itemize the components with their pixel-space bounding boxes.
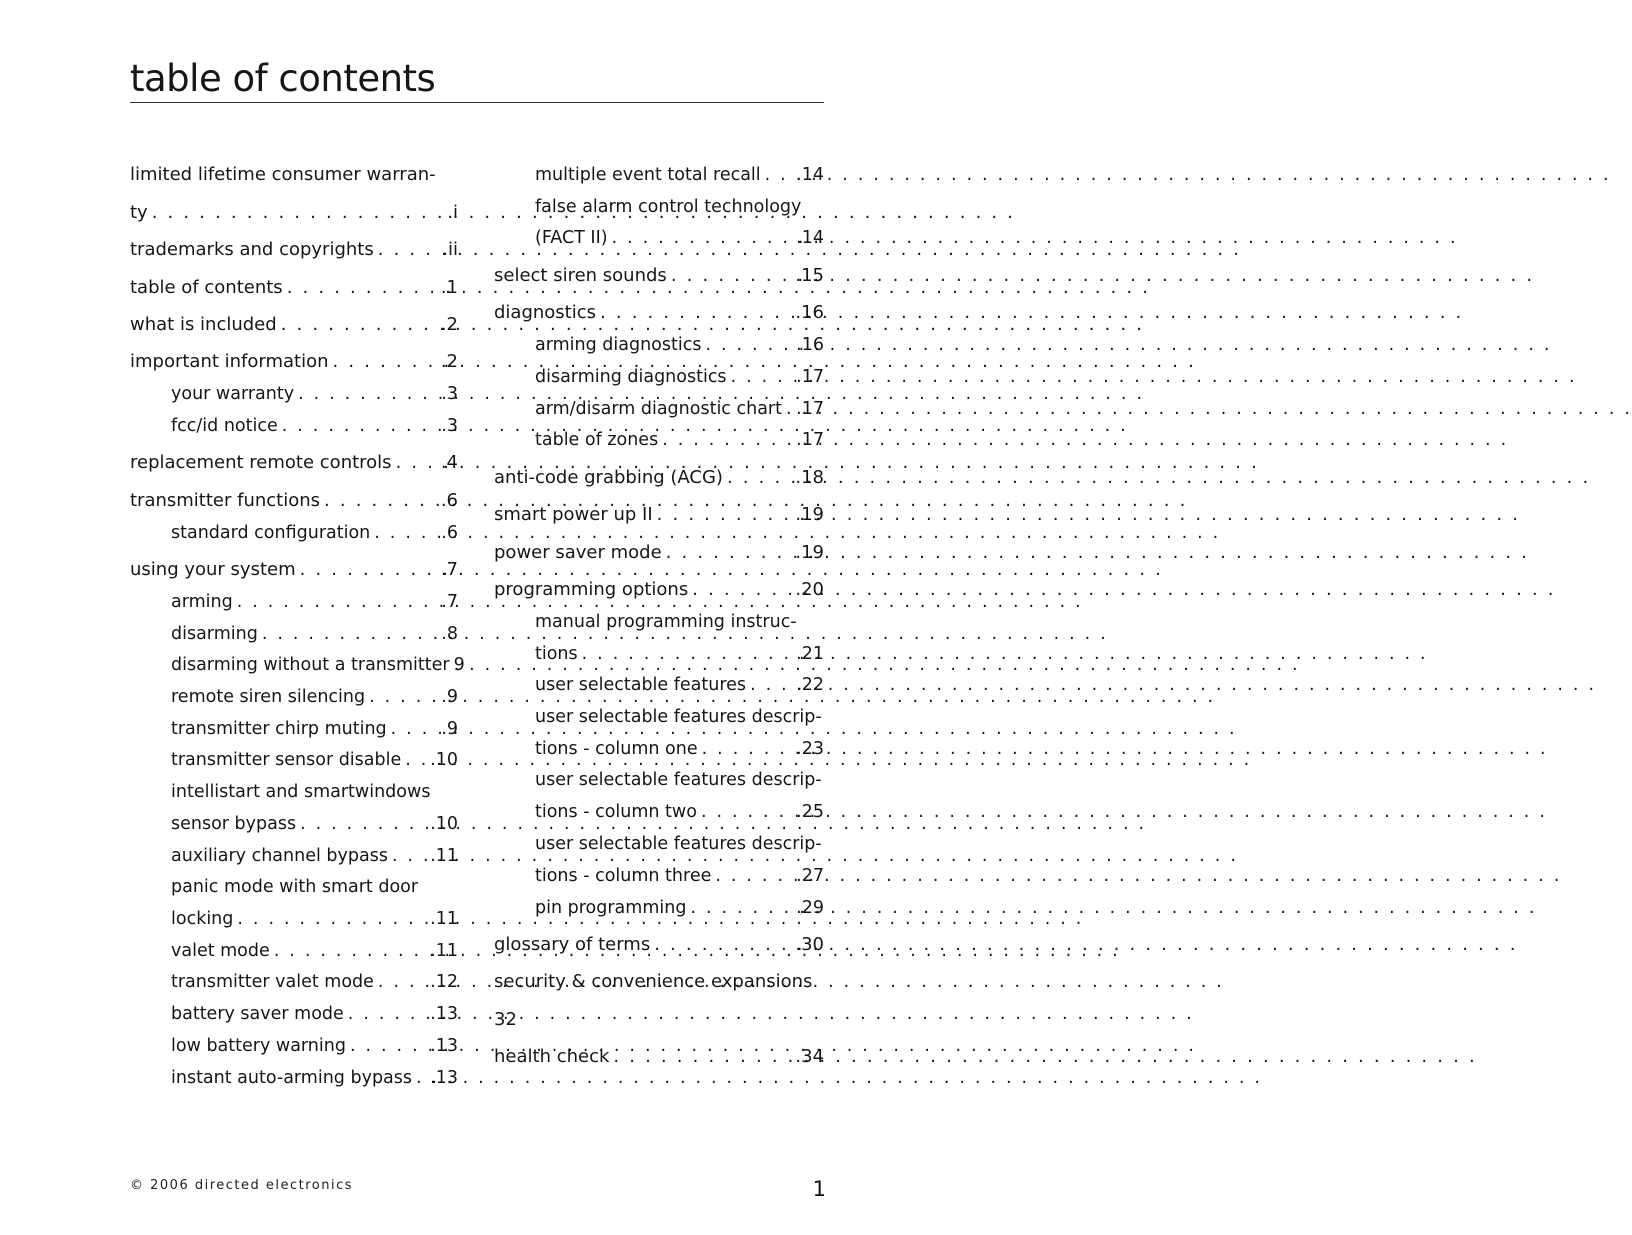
toc-entry-page: .14: [796, 165, 824, 185]
dot-leader: [723, 460, 795, 496]
dot-leader: [658, 422, 796, 458]
toc-entry[interactable]: [494, 604, 824, 640]
toc-entry[interactable]: [494, 422, 824, 458]
toc-entry-page: .16: [795, 302, 824, 323]
toc-entry[interactable]: [130, 270, 458, 306]
toc-entry-title: transmitter chirp muting: [171, 719, 387, 739]
toc-entry-title: arming: [171, 592, 233, 612]
toc-entry-page: .17: [796, 430, 824, 450]
toc-entry-page: .3: [441, 416, 458, 436]
toc-entry-page: .6: [440, 490, 458, 511]
toc-entry[interactable]: [494, 258, 824, 294]
toc-entry-title: user selectable features descrip-: [535, 770, 822, 790]
toc-entry-title: 32: [494, 1009, 517, 1030]
toc-entry-title: locking: [171, 909, 234, 929]
dot-leader: [686, 890, 796, 926]
toc-entry-title: tions - column three: [535, 866, 712, 886]
toc-entry-page: .27: [796, 866, 824, 886]
toc-entry-title: transmitter functions: [130, 490, 321, 511]
toc-entry-title: (FACT II): [535, 228, 608, 248]
toc-entry-page: .8: [441, 624, 458, 644]
toc-entry-page: .7: [441, 592, 458, 612]
toc-entry-title: power saver mode: [494, 542, 662, 563]
toc-entry-title: replacement remote controls: [130, 452, 392, 473]
dot-leader: [746, 667, 796, 703]
toc-entry-title: sensor bypass: [171, 814, 297, 834]
toc-entry[interactable]: [130, 869, 458, 905]
toc-entry-title: standard configuration: [171, 523, 371, 543]
dot-leader: [277, 307, 441, 343]
toc-entry-page: .13: [430, 1068, 458, 1088]
toc-entry-page: .15: [795, 265, 824, 286]
toc-entry-title: using your system: [130, 559, 296, 580]
toc-entry-title: multiple event total recall: [535, 165, 761, 185]
toc-entry-title: what is included: [130, 314, 277, 335]
toc-entry-title: user selectable features descrip-: [535, 707, 822, 727]
toc-entry-page: .22: [796, 675, 824, 695]
toc-entry-title: trademarks and copyrights: [130, 239, 374, 260]
dot-leader: [365, 679, 441, 715]
toc-entry[interactable]: [494, 667, 824, 703]
dot-leader: [412, 1060, 430, 1096]
toc-entry[interactable]: [494, 157, 824, 193]
toc-entry[interactable]: [494, 535, 824, 571]
toc-entry[interactable]: [494, 890, 824, 926]
toc-entry-page: .4: [440, 452, 458, 473]
toc-entry-title: select siren sounds: [494, 265, 667, 286]
toc-entry-title: disarming without a transmitter: [171, 655, 450, 675]
toc-entry-page: .16: [796, 335, 824, 355]
toc-entry[interactable]: [130, 408, 458, 444]
dot-leader: [761, 157, 797, 193]
toc-entry-title: glossary of terms: [494, 934, 651, 955]
toc-entry-title: instant auto-arming bypass: [171, 1068, 413, 1088]
toc-entry-title: programming options: [494, 579, 689, 600]
dot-leader: [711, 858, 796, 894]
dot-leader: [701, 327, 796, 363]
toc-entry-page: .13: [430, 1036, 458, 1056]
toc-entry[interactable]: [130, 515, 458, 551]
toc-entry[interactable]: [494, 964, 824, 1000]
toc-entry[interactable]: [494, 826, 824, 862]
footer-copyright: © 2006 directed electronics: [130, 1178, 354, 1193]
dot-leader: [278, 408, 442, 444]
toc-entry[interactable]: [130, 742, 458, 778]
toc-entry-title: manual programming instruc-: [535, 612, 797, 632]
title-rule: [130, 102, 824, 103]
toc-entry-title: smart power up II: [494, 504, 653, 525]
toc-entry-page: .30: [795, 934, 824, 955]
dot-leader: [233, 584, 442, 620]
toc-entry[interactable]: [130, 445, 458, 481]
toc-entry-page: .19: [795, 542, 824, 563]
toc-entry-title: remote siren silencing: [171, 687, 366, 707]
toc-entry[interactable]: [130, 344, 458, 380]
toc-entry-title: health check: [494, 1046, 610, 1067]
toc-entry-page: .17: [796, 367, 824, 387]
toc-entry-page: .6: [441, 523, 458, 543]
toc-entry[interactable]: [494, 1002, 824, 1038]
dot-leader: [688, 572, 795, 608]
dot-leader: [667, 258, 796, 294]
toc-entry-page: .12: [430, 972, 458, 992]
toc-entry-page: .25: [796, 802, 824, 822]
toc-entry[interactable]: [130, 1028, 458, 1064]
toc-entry-title: tions - column two: [535, 802, 697, 822]
toc-entry[interactable]: [130, 679, 458, 715]
page-title: table of contents: [130, 57, 436, 100]
dot-leader: [653, 497, 796, 533]
footer-page-number: 1: [812, 1177, 826, 1201]
toc-entry-title: disarming diagnostics: [535, 367, 727, 387]
toc-entry[interactable]: [494, 794, 824, 830]
toc-entry-title: intellistart and smartwindows: [171, 782, 431, 802]
dot-leader: [374, 232, 443, 268]
toc-entry[interactable]: [130, 307, 458, 343]
dot-leader: [346, 1028, 430, 1064]
toc-entry-page: .18: [795, 467, 824, 488]
toc-entry-page: .17: [796, 399, 824, 419]
dot-leader: [662, 535, 796, 571]
toc-entry-title: ty: [130, 202, 148, 223]
dot-leader: [344, 996, 430, 1032]
toc-entry-title: low battery warning: [171, 1036, 346, 1056]
toc-entry-title: diagnostics: [494, 302, 597, 323]
toc-entry[interactable]: [494, 858, 824, 894]
toc-entry-title: user selectable features descrip-: [535, 834, 822, 854]
toc-entry-page: .10: [430, 814, 458, 834]
toc-entry-title: table of zones: [535, 430, 659, 450]
dot-leader: [233, 901, 430, 937]
toc-entry-title: false alarm control technology: [535, 197, 802, 217]
page-heading: [130, 57, 824, 103]
toc-entry-page: .23: [796, 739, 824, 759]
toc-entry[interactable]: [494, 327, 824, 363]
toc-entry-title: tions: [535, 644, 578, 664]
toc-entry-page: .13: [430, 1004, 458, 1024]
toc-entry[interactable]: [130, 806, 458, 842]
toc-entry[interactable]: [130, 774, 458, 810]
dot-leader: [374, 964, 430, 1000]
dot-leader: [608, 220, 797, 256]
toc-entry-title: auxiliary channel bypass: [171, 846, 388, 866]
toc-entry[interactable]: [130, 901, 458, 937]
toc-entry[interactable]: [130, 483, 458, 519]
toc-entry-page: .2: [440, 314, 458, 335]
toc-entry-title: disarming: [171, 624, 258, 644]
toc-entry-title: your warranty: [171, 384, 295, 404]
dot-leader: [296, 552, 441, 588]
toc-entry-page: .ii: [442, 239, 458, 260]
dot-leader: [283, 270, 441, 306]
toc-entry[interactable]: [130, 1060, 458, 1096]
toc-entry[interactable]: [130, 376, 458, 412]
toc-entry-title: table of contents: [130, 277, 283, 298]
dot-leader: [401, 742, 430, 778]
toc-entry-title: security & convenience expansions: [494, 971, 813, 992]
toc-entry-page: .19: [795, 504, 824, 525]
dot-leader: [392, 445, 441, 481]
toc-entry[interactable]: [130, 964, 458, 1000]
toc-entry-page: .34: [795, 1046, 824, 1067]
dot-leader: [650, 927, 795, 963]
toc-entry[interactable]: [494, 762, 824, 798]
toc-entry[interactable]: [494, 220, 824, 256]
toc-entry[interactable]: [130, 195, 458, 231]
toc-entry-page: .11: [430, 846, 458, 866]
toc-entry[interactable]: [494, 497, 824, 533]
toc-entry-title: important information: [130, 351, 329, 372]
toc-entry-page: .7: [440, 559, 458, 580]
toc-entry-page: .2: [440, 351, 458, 372]
toc-entry-title: transmitter valet mode: [171, 972, 374, 992]
toc-entry-page: .11: [430, 909, 458, 929]
dot-leader: [148, 195, 448, 231]
toc-entry-title: limited lifetime consumer warran-: [130, 164, 436, 185]
toc-entry-page: .3: [441, 384, 458, 404]
dot-leader: [320, 483, 441, 519]
toc-entry-title: arming diagnostics: [535, 335, 702, 355]
toc-entry[interactable]: [130, 232, 458, 268]
toc-entry-page: .20: [795, 579, 824, 600]
toc-entry[interactable]: [130, 552, 458, 588]
toc-entry[interactable]: [494, 359, 824, 395]
toc-entry[interactable]: [494, 1039, 824, 1075]
dot-leader: [296, 806, 430, 842]
toc-entry-page: .10: [430, 750, 458, 770]
toc-entry[interactable]: [494, 295, 824, 331]
toc-entry-title: pin programming: [535, 898, 687, 918]
toc-entry-title: battery saver mode: [171, 1004, 344, 1024]
toc-entry-title: transmitter sensor disable: [171, 750, 402, 770]
toc-entry-page: .i: [447, 202, 458, 223]
toc-entry-page: .11: [430, 941, 458, 961]
toc-entry[interactable]: [494, 572, 824, 608]
toc-entry-title: arm/disarm diagnostic chart: [535, 399, 782, 419]
toc-entry[interactable]: [494, 460, 824, 496]
toc-entry-page: .29: [796, 898, 824, 918]
dot-leader: [609, 1039, 795, 1075]
toc-entry[interactable]: [494, 699, 824, 735]
dot-leader: [329, 344, 441, 380]
toc-entry-title: anti-code grabbing (ACG): [494, 467, 723, 488]
toc-entry-title: user selectable features: [535, 675, 747, 695]
toc-entry-page: 9: [453, 655, 465, 675]
toc-entry-page: .14: [796, 228, 824, 248]
dot-leader: [370, 515, 441, 551]
toc-entry-page: .21: [796, 644, 824, 664]
toc-entry[interactable]: [130, 996, 458, 1032]
toc-entry-page: .1: [440, 277, 458, 298]
dot-leader: [727, 359, 797, 395]
toc-entry-title: panic mode with smart door: [171, 877, 419, 897]
toc-entry[interactable]: [494, 927, 824, 963]
toc-entry-title: fcc/id notice: [171, 416, 278, 436]
dot-leader: [294, 376, 441, 412]
toc-entry-page: .9: [441, 719, 458, 739]
toc-entry[interactable]: [130, 584, 458, 620]
toc-entry-page: .9: [441, 687, 458, 707]
toc-entry-title: tions - column one: [535, 739, 698, 759]
dot-leader: [596, 295, 795, 331]
dot-leader: [697, 794, 796, 830]
toc-entry-title: valet mode: [171, 941, 270, 961]
toc-entry[interactable]: [130, 157, 458, 193]
toc-entry[interactable]: [130, 647, 465, 683]
